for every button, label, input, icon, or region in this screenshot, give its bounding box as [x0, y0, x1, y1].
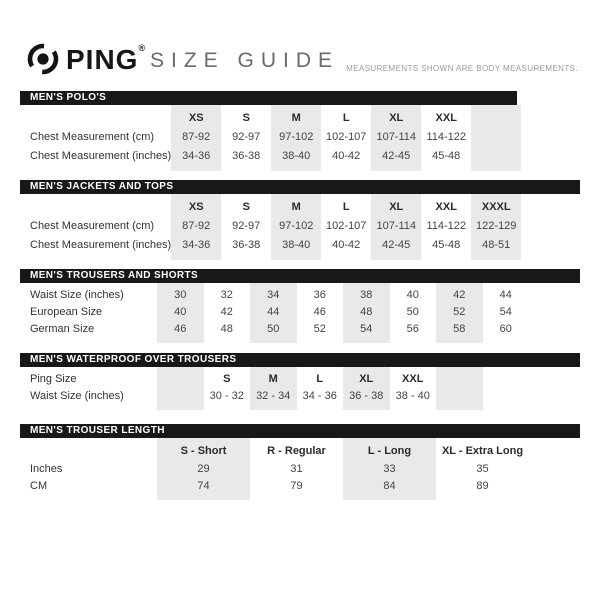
cell: 45-48	[432, 238, 461, 251]
size-header: XXL	[402, 372, 424, 385]
cell: 97-102	[279, 219, 314, 232]
cell: 38 - 40	[395, 389, 430, 402]
trouser-length-table	[20, 438, 529, 500]
table-row	[20, 387, 529, 404]
size-header: XL	[389, 200, 404, 213]
size-header-row	[20, 441, 529, 460]
cell: 34-36	[182, 149, 211, 162]
section-title-bar: MEN'S TROUSER LENGTH	[20, 424, 580, 438]
waterproof-table	[20, 367, 529, 410]
row-label: Waist Size (inches)	[30, 288, 124, 301]
size-header-row	[20, 197, 521, 216]
row-label: Chest Measurement (cm)	[30, 130, 155, 143]
section-mens-polos	[20, 91, 580, 171]
cell: 122-129	[476, 219, 517, 232]
cell: 44	[267, 305, 280, 318]
size-header: XS	[188, 200, 204, 213]
cell: 31	[290, 462, 303, 475]
table-row	[20, 320, 529, 337]
cell: 48	[220, 322, 233, 335]
section-title-bar: MEN'S WATERPROOF OVER TROUSERS	[20, 353, 580, 367]
section-title-bar: MEN'S POLO'S	[20, 91, 517, 105]
cell: 50	[267, 322, 280, 335]
row-label: Waist Size (inches)	[30, 389, 124, 402]
cell: 58	[453, 322, 466, 335]
ping-logo-icon	[25, 41, 61, 77]
cell: 40-42	[332, 238, 361, 251]
size-header: XS	[188, 111, 204, 124]
cell: 84	[383, 479, 396, 492]
registered-mark: ®	[138, 43, 146, 53]
table-row	[20, 235, 521, 254]
cell: 34 - 36	[302, 389, 337, 402]
cell: 97-102	[279, 130, 314, 143]
brand-name: PING	[66, 44, 139, 75]
page-title: SIZE GUIDE	[150, 49, 340, 72]
cell: 42-45	[382, 238, 411, 251]
cell: 102-107	[326, 130, 367, 143]
row-label: German Size	[30, 322, 95, 335]
size-header: XL	[359, 372, 374, 385]
section-title-bar: MEN'S TROUSERS AND SHORTS	[20, 269, 580, 283]
table-row	[20, 146, 521, 165]
cell: 36	[313, 288, 326, 301]
size-header: L	[342, 111, 350, 124]
size-header: XXL	[435, 200, 457, 213]
cell: 34	[267, 288, 280, 301]
size-header-row	[20, 108, 521, 127]
trousers-table	[20, 283, 529, 343]
section-title-bar: MEN'S JACKETS AND TOPS	[20, 180, 580, 194]
table-row	[20, 477, 529, 494]
size-header: XXXL	[481, 200, 511, 213]
cell: 48-51	[482, 238, 511, 251]
row-label: Chest Measurement (cm)	[30, 219, 155, 232]
cell: 107-114	[376, 130, 417, 143]
section-mens-trousers-shorts	[20, 269, 580, 343]
size-header: M	[268, 372, 278, 385]
cell: 50	[406, 305, 419, 318]
cell: 54	[499, 305, 512, 318]
cell: 42	[220, 305, 233, 318]
cell: 102-107	[326, 219, 367, 232]
table-row	[20, 370, 529, 387]
cell: 38-40	[282, 149, 311, 162]
cell: 32 - 34	[256, 389, 291, 402]
cell: 87-92	[182, 130, 211, 143]
size-header: L - Long	[367, 444, 412, 457]
cell: 52	[313, 322, 326, 335]
cell: 40	[174, 305, 187, 318]
cell: 30 - 32	[209, 389, 244, 402]
cell: 30	[174, 288, 187, 301]
row-label: Chest Measurement (inches)	[30, 238, 172, 251]
section-mens-trouser-length	[20, 424, 580, 500]
measurements-note: MEASUREMENTS SHOWN ARE BODY MEASUREMENTS.	[346, 64, 578, 73]
cell: 34-36	[182, 238, 211, 251]
cell: 36 - 38	[349, 389, 384, 402]
polos-table	[20, 105, 521, 171]
cell: 42	[453, 288, 466, 301]
cell: 92-97	[232, 219, 261, 232]
cell: 33	[383, 462, 396, 475]
size-header: S - Short	[180, 444, 227, 457]
cell: 107-114	[376, 219, 417, 232]
cell: 60	[499, 322, 512, 335]
cell: 46	[174, 322, 187, 335]
cell: 32	[220, 288, 233, 301]
cell: 36-38	[232, 149, 261, 162]
size-header: S	[242, 111, 250, 124]
table-row	[20, 127, 521, 146]
cell: 74	[197, 479, 210, 492]
section-mens-waterproof-trousers	[20, 353, 580, 410]
size-header: M	[291, 111, 301, 124]
cell: 38	[360, 288, 373, 301]
cell: 42-45	[382, 149, 411, 162]
table-row	[20, 286, 529, 303]
cell: 56	[406, 322, 419, 335]
cell: 114-122	[426, 219, 467, 232]
size-header: R - Regular	[267, 444, 326, 457]
column-band-spacer	[20, 494, 529, 500]
row-label: Chest Measurement (inches)	[30, 149, 172, 162]
jackets-table	[20, 194, 521, 260]
table-row	[20, 303, 529, 320]
size-header: S	[223, 372, 231, 385]
cell: 35	[476, 462, 489, 475]
table-row	[20, 460, 529, 477]
column-band-spacer	[20, 254, 521, 260]
cell: 79	[290, 479, 303, 492]
cell: 29	[197, 462, 210, 475]
section-mens-jackets	[20, 180, 580, 260]
size-header: XL	[389, 111, 404, 124]
cell: 114-122	[426, 130, 467, 143]
size-header: L	[316, 372, 324, 385]
cell: 46	[313, 305, 326, 318]
cell: 87-92	[182, 219, 211, 232]
row-label: Inches	[30, 462, 63, 475]
size-header: XXL	[435, 111, 457, 124]
size-header: M	[291, 200, 301, 213]
size-header: L	[342, 200, 350, 213]
cell: 45-48	[432, 149, 461, 162]
cell: 44	[499, 288, 512, 301]
page-header	[0, 0, 600, 91]
row-label: CM	[30, 479, 48, 492]
size-header: S	[242, 200, 250, 213]
row-label: European Size	[30, 305, 103, 318]
column-band-spacer	[20, 337, 529, 343]
size-header: XL - Extra Long	[441, 444, 524, 457]
brand-wordmark	[66, 43, 145, 76]
cell: 40	[406, 288, 419, 301]
cell: 36-38	[232, 238, 261, 251]
cell: 48	[360, 305, 373, 318]
column-band-spacer	[20, 165, 521, 171]
cell: 40-42	[332, 149, 361, 162]
cell: 89	[476, 479, 489, 492]
cell: 38-40	[282, 238, 311, 251]
cell: 54	[360, 322, 373, 335]
column-band-spacer	[20, 404, 529, 410]
row-label: Ping Size	[30, 372, 77, 385]
cell: 52	[453, 305, 466, 318]
cell: 92-97	[232, 130, 261, 143]
table-row	[20, 216, 521, 235]
